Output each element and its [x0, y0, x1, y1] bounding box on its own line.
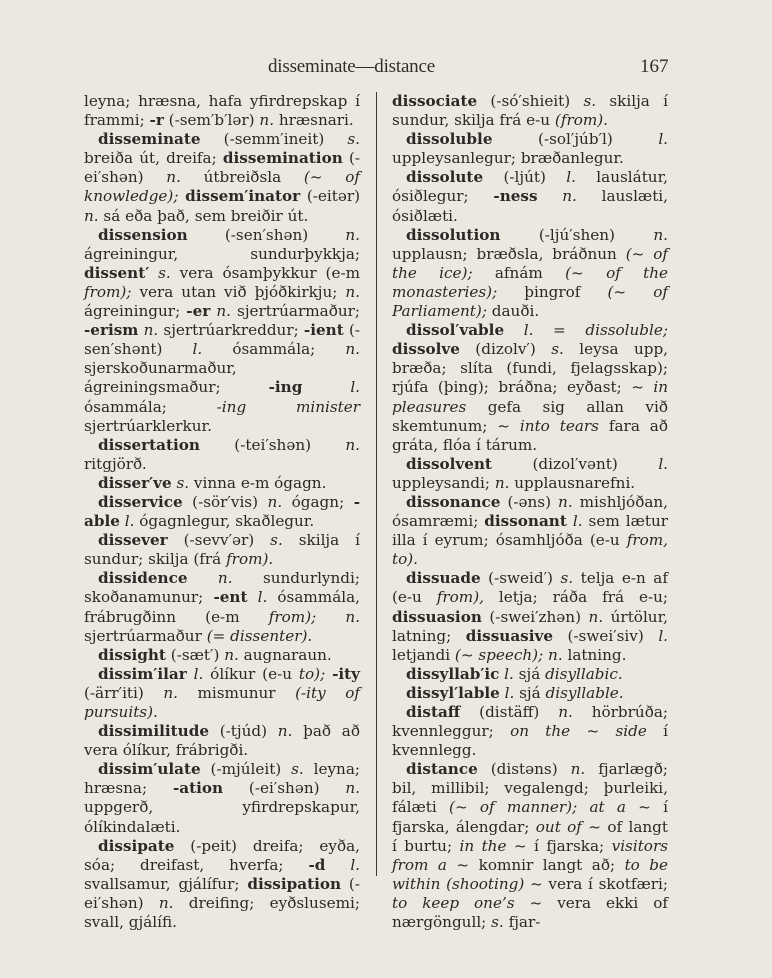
dictionary-entry: disservice (-sör′vis) n. ógagn; -able l. ógagnlegur, skaðlegur.: [84, 492, 360, 531]
dictionary-entry: leyna; hræsna, hafa yfirdrepskap í frammi; -r (-sem′b′lər) n. hræsnari.: [84, 92, 360, 130]
dictionary-entry: dissolute (-ljút) l. lauslátur, ósiðlegur; -ness n. lauslæti, ósiðlæti.: [392, 168, 668, 225]
dictionary-entry: distance (distəns) n. fjarlægð; bil, millibil; vegalengd; þurleiki, fálæti (~ of manner); at a ~ í fjarska, álengdar; out of ~ of langt í burtu; in the ~ í fjarska; visitors from a ~ komnir langt að; to be within (shooting) ~ vera í skotfæri; to keep one’s ~ vera ekki of nærgöngull; s. fjar-: [392, 760, 669, 932]
dictionary-entry: dissyllab′ic l. sjá disyllabic.: [406, 664, 623, 683]
dictionary-entry: dissolvent (dizol′vənt) l. uppleysandi; n. upplausnarefni.: [392, 454, 668, 492]
dictionary-entry: dissipate (-peit) dreifa; eyða, sóa; dreifast, hverfa; -d l. svallsamur, gjálífur; dissipation (-ei′shən) n. dreifing; eyðslusemi; svall, gjálífi.: [84, 836, 360, 932]
dictionary-entry: dissonance (-əns) n. mishljóðan, ósamræmi; dissonant l. sem lætur illa í eyrum; ósamhljóða (e-u from, to).: [392, 492, 668, 569]
dictionary-entry: dissuade (-sweid′) s. telja e-n af (e-u from), letja; ráða frá e-u; dissuasion (-swei′zhən) n. úrtölur, latning; dissuasive (-swei′siv) l. letjandi (~ speech); n. latning.: [392, 569, 668, 664]
dictionary-entry: dissever (-sevv′ər) s. skilja í sundur; skilja (frá from).: [84, 531, 360, 569]
dictionary-entry: dissol′vable l. = dissoluble; dissolve (dizolv′) s. leysa upp, bræða; slíta (fundi, fjelagsskap); rjúfa (þing); bráðna; eyðast; ~ in pleasures gefa sig allan við skemtunum; ~ into tears fara að gráta, flóa í tárum.: [392, 321, 668, 454]
dictionary-entry: disser′ve s. vinna e-m ógagn.: [98, 473, 327, 492]
page-header: [0, 56, 772, 82]
dictionary-entry: dissimilitude (-tjúd) n. það að vera ólíkur, frábrigði.: [84, 722, 361, 760]
dictionary-entry: dissyl′lable l. sjá disyllable.: [406, 683, 624, 702]
dictionary-entry: dissension (-sen′shən) n. ágreiningur, sundurþykkja; dissent′ s. vera ósamþykkur (e-m from); vera utan við þjóðkirkju; n. ágreiningur; -er n. sjertrúarmaður; -erism n. sjertrúarkreddur; -ient (-sen′shənt) l. ósammála; n. sjerskoðunarmaður, ágreiningsmaður; -ing l. ósammála; -ing minister sjertrúarklerkur.: [84, 225, 361, 435]
running-head: disseminate—distance: [268, 56, 435, 77]
dictionary-entry: dissoluble (-sol′júb′l) l. uppleysanlegur; bræðanlegur.: [392, 130, 668, 168]
dictionary-entry: dissertation (-tei′shən) n. ritgjörð.: [84, 435, 360, 473]
dictionary-entry: dissim′ulate (-mjúleit) s. leyna; hræsna; -ation (-ei′shən) n. uppgerð, yfirdrepskapur, ólíkindalæti.: [84, 760, 360, 836]
dictionary-entry: dissociate (-só′shieit) s. skilja í sundur, skilja frá e-u (from).: [392, 92, 668, 130]
dictionary-entry: dissim′ilar l. ólíkur (e-u to); -ity (-ärr′iti) n. mismunur (-ity of pursuits).: [84, 664, 360, 721]
left-column: [84, 92, 360, 932]
dictionary-entry: disseminate (-semm′ineit) s. breiða út, dreifa; dissemination (-ei′shən) n. útbreiðsla (~ of knowledge); dissem′inator (-eitər) n. sá eða það, sem breiðir út.: [84, 130, 361, 225]
right-column: [392, 92, 668, 932]
dictionary-entry: dissidence n. sundurlyndi; skoðanamunur; -ent l. ósammála, frábrugðinn (e-m from); n. sjertrúarmaður (= dissenter).: [84, 569, 361, 645]
page-number: 167: [640, 56, 669, 77]
dictionary-entry: dissight (-sæt′) n. augnaraun.: [98, 645, 332, 664]
column-divider: [376, 92, 377, 876]
dictionary-entry: dissolution (-ljú′shen) n. upplausn; bræðsla, bráðnun (~ of the ice); afnám (~ of the monasteries); þingrof (~ of Parliament); dauði.: [392, 225, 669, 321]
dictionary-entry: distaff (distäff) n. hörbrúða; kvennleggur; on the ~ side í kvennlegg.: [392, 703, 669, 760]
